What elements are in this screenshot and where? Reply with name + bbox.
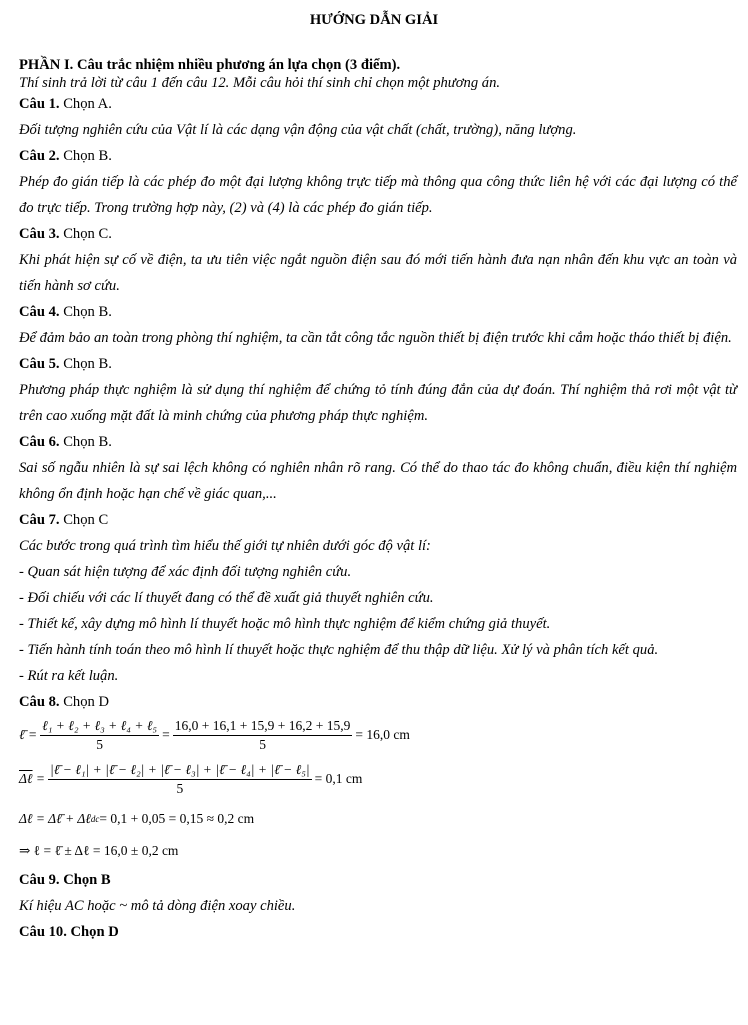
- question-label: Câu 6.: [19, 434, 60, 450]
- question-label: Câu 7.: [19, 512, 60, 528]
- absolute-error-equation: [19, 803, 737, 835]
- fraction-numerator: |ℓ̄ − ℓ₁| + |ℓ̄ − ℓ₂| + |ℓ̄ − ℓ₃| + |ℓ̄ − ℓ₄| + |ℓ̄ − ℓ₅|: [48, 762, 312, 780]
- fraction-denominator: 5: [96, 736, 103, 752]
- question-choice: Chọn C.: [59, 226, 112, 242]
- equation-result: = 16,0 cm: [355, 727, 410, 742]
- equals-sign: =: [162, 727, 170, 742]
- mean-length-equation: [19, 715, 737, 755]
- fraction: [48, 762, 312, 797]
- question-label: Câu 5.: [19, 356, 60, 372]
- equation-lhs: Δℓ = Δℓ̄ + Δℓ: [19, 811, 91, 826]
- equation-rhs: = 0,1 + 0,05 = 0,15 ≈ 0,2 cm: [99, 811, 255, 826]
- question-2-explanation: Phép đo gián tiếp là các phép đo một đại lượng không trực tiếp mà thông qua công thức liên hệ với các đại lượng có thể đo trực tiếp. Trong trường hợp này, (2) và (4) là các phép đo gián tiếp.: [19, 174, 737, 216]
- equation-subscript: dc: [90, 814, 100, 824]
- question-9-explanation: Kí hiệu AC hoặc ~ mô tả dòng điện xoay chiều.: [19, 898, 296, 914]
- question-9-header: [19, 867, 737, 893]
- question-7-lead: Các bước trong quá trình tìm hiểu thế giới tự nhiên dưới góc độ vật lí:: [19, 538, 431, 554]
- question-5-explanation: Phương pháp thực nghiệm là sử dụng thí nghiệm để chứng tỏ tính đúng đắn của dự đoán. Thí nghiệm thả rơi một vật từ trên cao xuống mặt đất là minh chứng của phương pháp thực nghiệm.: [19, 382, 737, 424]
- question-3-header: [19, 221, 737, 247]
- step-item: - Đối chiếu với các lí thuyết đang có thể đề xuất giả thuyết nghiên cứu.: [19, 590, 434, 606]
- section-intro: Thí sinh trả lời từ câu 1 đến câu 12. Mỗi câu hỏi thí sinh chỉ chọn một phương án.: [19, 75, 501, 91]
- question-choice: Chọn B.: [59, 434, 112, 450]
- question-label: Câu 3.: [19, 226, 60, 242]
- question-label: Câu 10. Chọn D: [19, 924, 119, 940]
- question-1-explanation: Đối tượng nghiên cứu của Vật lí là các dạng vận động của vật chất (chất, trường), năng lượng.: [19, 122, 577, 138]
- question-label: Câu 4.: [19, 304, 60, 320]
- fraction-numerator: 16,0 + 16,1 + 15,9 + 16,2 + 15,9: [173, 718, 353, 736]
- mean-symbol: ℓ̄ =: [19, 727, 38, 742]
- question-choice: Chọn B.: [59, 304, 112, 320]
- fraction: [173, 718, 353, 753]
- question-label: Câu 8.: [19, 694, 60, 710]
- section-heading: PHẦN I. Câu trắc nhiệm nhiều phương án lựa chọn (3 điểm).: [19, 57, 401, 73]
- question-label: Câu 2.: [19, 148, 60, 164]
- question-4-explanation: Để đảm bảo an toàn trong phòng thí nghiệm, ta cần tắt công tắc nguồn thiết bị điện trước khi cắm hoặc tháo thiết bị điện.: [19, 330, 732, 346]
- question-choice: Chọn B.: [59, 148, 112, 164]
- question-choice: Chọn D: [59, 694, 110, 710]
- question-label: Câu 9. Chọn B: [19, 872, 111, 888]
- question-3-explanation: Khi phát hiện sự cố về điện, ta ưu tiên việc ngắt nguồn điện sau đó mới tiến hành đưa nạn nhân đến khu vực an toàn và tiến hành sơ cứu.: [19, 252, 737, 294]
- question-choice: Chọn B.: [59, 356, 112, 372]
- page-title: HƯỚNG DẪN GIẢI: [309, 12, 439, 28]
- step-item: - Quan sát hiện tượng để xác định đối tượng nghiên cứu.: [19, 564, 352, 580]
- content: [19, 56, 737, 945]
- final-result-equation: [19, 835, 737, 867]
- step-item: - Thiết kế, xây dựng mô hình lí thuyết hoặc mô hình thực nghiệm để kiểm chứng giả thuyết.: [19, 616, 551, 632]
- question-8-header: [19, 689, 737, 715]
- fraction-numerator: ℓ₁ + ℓ₂ + ℓ₃ + ℓ₄ + ℓ₅: [40, 718, 159, 736]
- question-1-header: [19, 91, 737, 117]
- question-10-header: [19, 919, 737, 945]
- question-2-header: [19, 143, 737, 169]
- question-choice: Chọn C: [59, 512, 109, 528]
- question-6-header: [19, 429, 737, 455]
- final-result: ⇒ ℓ = ℓ̄ ± Δℓ = 16,0 ± 0,2 cm: [19, 843, 179, 858]
- question-label: Câu 1.: [19, 96, 60, 112]
- mean-error-equation: [19, 755, 737, 803]
- step-item: - Rút ra kết luận.: [19, 668, 119, 684]
- question-choice: Chọn A.: [59, 96, 112, 112]
- step-item: - Tiến hành tính toán theo mô hình lí thuyết hoặc thực nghiệm để thu thập dữ liệu. Xử lý và phân tích kết quả.: [19, 642, 659, 658]
- question-7-header: [19, 507, 737, 533]
- question-4-header: [19, 299, 737, 325]
- question-5-header: [19, 351, 737, 377]
- fraction-denominator: 5: [259, 736, 266, 752]
- mean-error-symbol: Δℓ =: [19, 771, 46, 786]
- fraction: [40, 718, 159, 753]
- equation-result: = 0,1 cm: [314, 771, 363, 786]
- question-6-explanation: Sai số ngẫu nhiên là sự sai lệch không có nghiên nhân rõ rang. Có thể do thao tác đo không chuẩn, điều kiện thí nghiệm không ổn định hoặc hạn chế về giác quan,...: [19, 460, 737, 502]
- fraction-denominator: 5: [176, 780, 184, 796]
